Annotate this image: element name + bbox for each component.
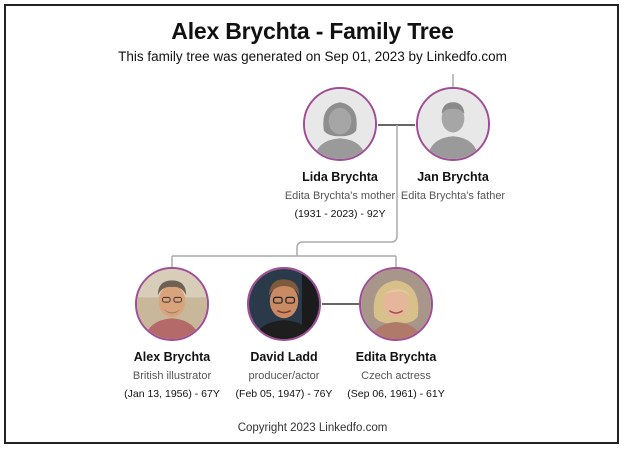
person-card-jan bbox=[383, 170, 523, 203]
portrait-photo bbox=[249, 269, 319, 339]
david-photo[interactable] bbox=[247, 267, 321, 341]
lida-photo[interactable] bbox=[303, 87, 377, 161]
person-dates: (1931 - 2023) - 92Y bbox=[294, 208, 386, 220]
portrait-photo bbox=[361, 269, 431, 339]
person-dates: (Sep 06, 1961) - 61Y bbox=[347, 388, 445, 400]
edita-photo[interactable] bbox=[359, 267, 433, 341]
person-role: Edita Brychta's father bbox=[400, 190, 506, 202]
person-name[interactable]: Jan Brychta bbox=[417, 170, 489, 184]
person-role: Czech actress bbox=[361, 370, 431, 382]
person-name[interactable]: David Ladd bbox=[250, 350, 318, 364]
copyright-footer: Copyright 2023 Linkedfo.com bbox=[237, 422, 388, 434]
page-subtitle: This family tree was generated on Sep 01, 2023 by Linkedfo.com bbox=[118, 49, 507, 64]
person-name[interactable]: Alex Brychta bbox=[133, 350, 211, 364]
person-dates: (Jan 13, 1956) - 67Y bbox=[124, 388, 220, 400]
male-placeholder-icon bbox=[418, 89, 488, 159]
person-role: British illustrator bbox=[132, 370, 212, 382]
person-role: producer/actor bbox=[248, 370, 320, 382]
page-title: Alex Brychta - Family Tree bbox=[171, 18, 454, 44]
person-name[interactable]: Edita Brychta bbox=[355, 350, 437, 364]
person-dates: (Feb 05, 1947) - 76Y bbox=[235, 388, 333, 400]
person-card-edita bbox=[326, 350, 466, 401]
alex-photo[interactable] bbox=[135, 267, 209, 341]
person-role: Edita Brychta's mother bbox=[284, 190, 396, 202]
person-name[interactable]: Lida Brychta bbox=[302, 170, 378, 184]
female-placeholder-icon bbox=[305, 89, 375, 159]
jan-photo[interactable] bbox=[416, 87, 490, 161]
portrait-photo bbox=[137, 269, 207, 339]
